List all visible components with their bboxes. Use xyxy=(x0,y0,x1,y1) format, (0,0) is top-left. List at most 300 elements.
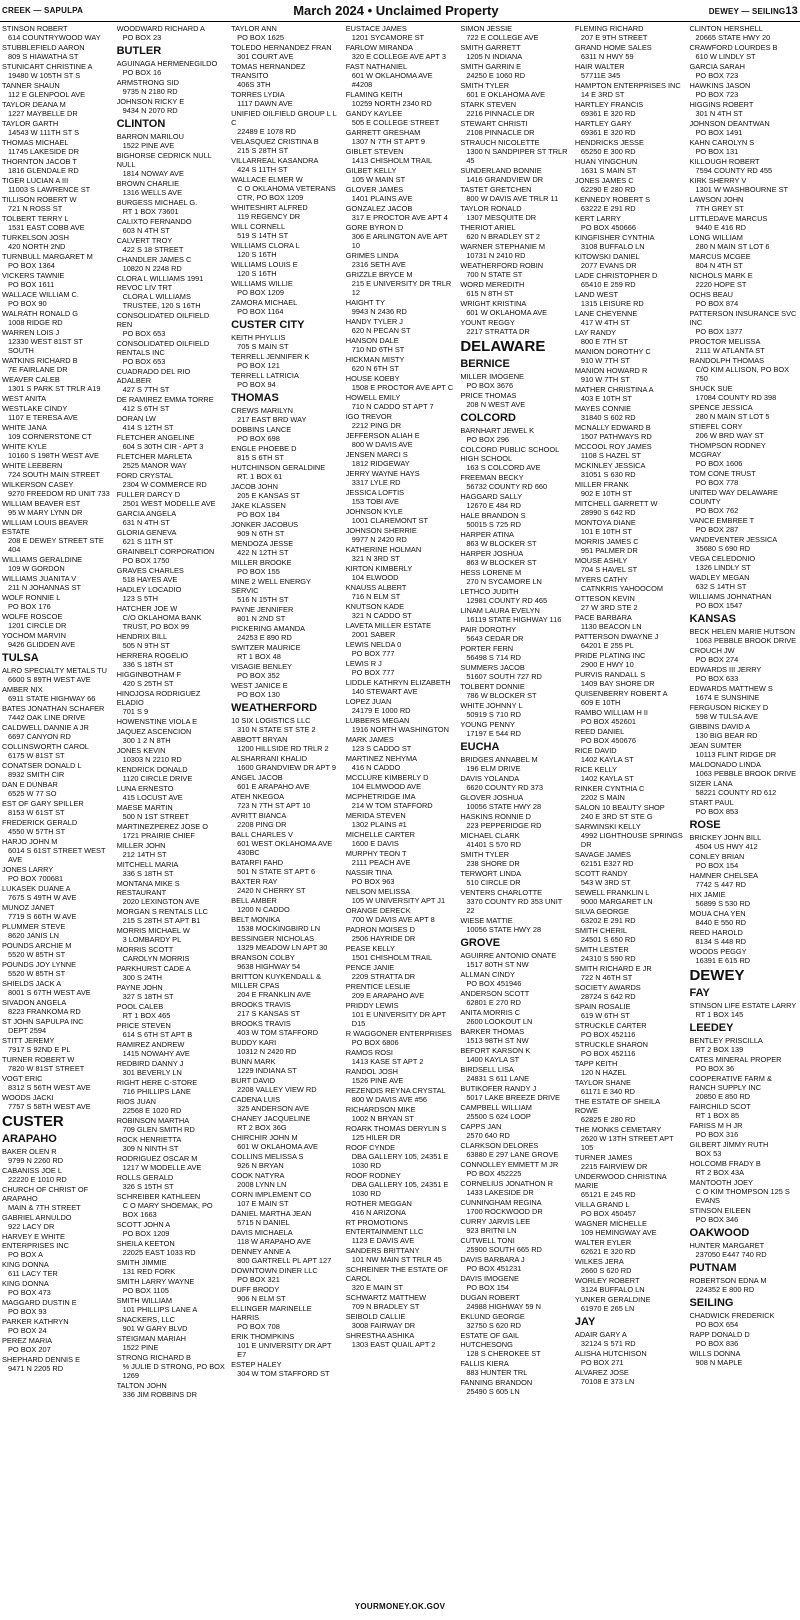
list-item xyxy=(2,252,111,270)
owner-address: 9799 N 2260 RD xyxy=(8,1156,64,1165)
owner-name: SHUCK SUE xyxy=(689,384,733,393)
owner-address: 5520 W 85TH ST xyxy=(8,969,66,978)
list-item xyxy=(575,176,684,194)
owner-name: CUADRADO DEL RIO ADALBER xyxy=(116,367,191,385)
owner-name: PRIDDY LEWIS xyxy=(345,1001,399,1010)
list-item xyxy=(346,583,455,601)
list-item xyxy=(346,1105,455,1123)
list-item xyxy=(117,151,226,178)
list-item xyxy=(117,1002,226,1020)
owner-address: 56732 COUNTY RD 660 xyxy=(466,482,548,491)
owner-name: MARTINEZ NEHYMA xyxy=(345,754,418,763)
list-item xyxy=(2,1147,111,1165)
owner-address: 22568 E 1020 RD xyxy=(122,1106,182,1115)
list-item xyxy=(231,1209,340,1227)
owner-name: KNAUSS ALBERT xyxy=(345,583,407,592)
owner-address: 1302 PLAINS #1 xyxy=(351,820,407,829)
owner-address: 62151 E327 RD xyxy=(580,859,634,868)
owner-name: GRAVES CHARLES xyxy=(116,566,184,575)
list-item xyxy=(231,501,340,519)
owner-name: RAPP DONALD D xyxy=(689,1330,750,1339)
owner-address: 883 HUNTER TRL xyxy=(466,1368,528,1377)
owner-name: THE MONKS CEMETARY xyxy=(574,1125,662,1134)
list-item xyxy=(460,1378,569,1396)
owner-address: 422 S 18 STREET xyxy=(122,245,184,254)
list-item xyxy=(346,251,455,269)
owner-name: ROCK HENRIETTA xyxy=(116,1135,182,1144)
owner-name: MORRIS SCOTT xyxy=(116,945,174,954)
owner-address: 505 N 9TH ST xyxy=(122,641,170,650)
owner-name: RIOS JUAN xyxy=(116,1097,156,1106)
owner-name: MONTOYA DIANE xyxy=(574,518,636,527)
owner-address: PO BOX 321 xyxy=(237,1275,280,1284)
owner-name: SCOTT RANDY xyxy=(574,869,628,878)
owner-name: PATTERSON DWAYNE J xyxy=(574,632,659,641)
owner-name: WOODWARD RICHARD A xyxy=(116,24,205,33)
list-item xyxy=(117,1277,226,1295)
owner-address: 416 N CADDO xyxy=(351,763,401,772)
owner-name: TOLBERT TERRY L xyxy=(2,214,69,223)
owner-name: SMITH CHERIL xyxy=(574,926,628,935)
list-item xyxy=(2,685,111,703)
owner-name: HARVEY E WHITE ENTERPRISES INC xyxy=(2,1232,69,1250)
list-item xyxy=(460,242,569,260)
owner-address: 19480 W 105TH ST S xyxy=(8,71,81,80)
owner-address: 601 WEST OKLAHOMA AVE 430BC xyxy=(237,839,333,857)
owner-address: 1522 PINE AVE xyxy=(122,141,175,150)
list-item xyxy=(460,299,569,317)
owner-address: 304 W TOM STAFFORD ST xyxy=(237,1369,330,1378)
owner-address: 28990 S 642 RD xyxy=(580,508,636,517)
list-item xyxy=(346,317,455,335)
list-item xyxy=(689,403,798,421)
list-item xyxy=(346,1029,455,1047)
owner-name: SCHREINER THE ESTATE OF CAROL xyxy=(345,1265,448,1283)
owner-name: HICKMAN MISTY xyxy=(345,355,405,364)
owner-address: 25900 SOUTH 665 RD xyxy=(466,1245,542,1254)
list-item xyxy=(2,1074,111,1092)
owner-name: PEREZ MARIA xyxy=(2,1336,53,1345)
list-item xyxy=(575,926,684,944)
list-item xyxy=(689,1276,798,1294)
owner-name: VOGT ERIC xyxy=(2,1074,43,1083)
list-item xyxy=(460,473,569,491)
list-item xyxy=(460,511,569,529)
owner-address: 1108 S HAZEL ST xyxy=(580,451,641,460)
owner-address: 125 HILER DR xyxy=(351,1133,401,1142)
owner-name: HIGGINBOTHAM F xyxy=(116,670,182,679)
list-item xyxy=(575,423,684,441)
owner-address: 1120 CIRCLE DRIVE xyxy=(122,774,193,783)
owner-address: 2600 LOOKOUT LN xyxy=(466,1017,533,1026)
owner-address: 321 N CADDO ST xyxy=(351,611,412,620)
list-item xyxy=(460,720,569,738)
owner-address: 1063 PEBBLE BROOK DRIVE xyxy=(695,636,797,645)
owner-name: CADENA LUIS xyxy=(231,1095,281,1104)
owner-name: LOPEZ JUAN xyxy=(345,697,392,706)
owner-name: BAKER OLEN R xyxy=(2,1147,57,1156)
owner-address: 417 W 4TH ST xyxy=(580,318,630,327)
owner-name: GRIMES LINDA xyxy=(345,251,399,260)
owner-name: MCCOOL ROY JAMES xyxy=(574,442,652,451)
owner-name: TAYLOR SHANE xyxy=(574,1078,631,1087)
owner-name: ORANGE DERECK xyxy=(345,906,411,915)
owner-address: 801 N 2ND ST xyxy=(237,614,286,623)
list-item xyxy=(346,906,455,924)
owner-address: PO BOX 346 xyxy=(695,1215,739,1224)
owner-address: 270 N SYCAMORE LN xyxy=(466,577,542,586)
owner-address: 327 S 18TH ST xyxy=(122,992,174,1001)
owner-name: VILLA GRAND L xyxy=(574,1200,630,1209)
owner-name: RINKER CYNTHIA C xyxy=(574,784,645,793)
owner-address: 112 E GLENPOOL AVE xyxy=(8,90,86,99)
list-item xyxy=(346,204,455,222)
owner-name: DAVIS MICHAELA xyxy=(231,1228,293,1237)
owner-address: 414 S 12TH ST xyxy=(122,423,174,432)
list-item xyxy=(460,1179,569,1197)
owner-name: SMITH TYLER xyxy=(460,850,510,859)
list-item xyxy=(2,176,111,194)
list-item xyxy=(346,1048,455,1066)
list-item xyxy=(346,24,455,42)
owner-address: 101 NW MAIN ST TRLR 45 xyxy=(351,1255,442,1264)
owner-address: 10303 N 2210 RD xyxy=(122,755,182,764)
owner-name: CHURCH OF CHRIST OF ARAPAHO xyxy=(2,1185,89,1203)
owner-name: JOHNSON DEANTWAN xyxy=(689,119,770,128)
list-item xyxy=(346,830,455,848)
listing-columns xyxy=(0,22,800,1592)
owner-name: BUTIKOFER RANDY J xyxy=(460,1084,537,1093)
owner-name: HATCHER JOE W xyxy=(116,604,178,613)
owner-name: BATES JONATHAN SCHAFER xyxy=(2,704,105,713)
owner-name: VANCE EMBREE T xyxy=(689,516,755,525)
list-item xyxy=(231,1360,340,1378)
owner-name: SMITH RICHARD E JR xyxy=(574,964,652,973)
owner-address: 336 S 18TH ST xyxy=(122,869,174,878)
list-item xyxy=(346,849,455,867)
listing-column xyxy=(2,24,111,1592)
owner-address: 336 JIM ROBBINS DR xyxy=(122,1390,197,1399)
list-item xyxy=(2,704,111,722)
owner-address: 403 W TOM STAFFORD xyxy=(237,1028,319,1037)
owner-address: 1217 W MODELLE AVE xyxy=(122,1163,202,1172)
list-item xyxy=(117,132,226,150)
list-item xyxy=(231,1114,340,1132)
owner-address: PO BOX 3676 xyxy=(466,381,514,390)
owner-address: PO BOX 36 xyxy=(695,1064,735,1073)
list-item xyxy=(117,1173,226,1191)
owner-name: TERWORT LINDA xyxy=(460,869,522,878)
city-heading: BERNICE xyxy=(460,358,510,370)
list-item xyxy=(231,858,340,876)
owner-address: 7757 S 58TH WEST AVE xyxy=(8,1102,91,1111)
list-item xyxy=(346,811,455,829)
header-county-range-left: CREEK — SAPULPA xyxy=(2,6,84,15)
owner-name: ST JOHN SAPULPA INC xyxy=(2,1017,84,1026)
owner-name: SMITH GARRETT xyxy=(460,43,521,52)
owner-name: BUNN MARK xyxy=(231,1057,276,1066)
list-item xyxy=(689,214,798,232)
owner-name: DAN E DUNBAR xyxy=(2,780,58,789)
owner-name: GRAND HOME SALES xyxy=(574,43,652,52)
owner-name: WILLIAMS GERALDINE xyxy=(2,555,83,564)
list-item xyxy=(231,1000,340,1018)
owner-address: RT 1 BOX 73601 xyxy=(122,207,179,216)
owner-name: JONES JAMES C xyxy=(574,176,634,185)
owner-name: SCOTT JOHN A xyxy=(116,1220,171,1229)
owner-name: GLOVER JOSHUA xyxy=(460,793,524,802)
list-item xyxy=(346,431,455,449)
owner-name: GIBBINS DAVID A xyxy=(689,722,751,731)
owner-name: HOUSE KOEBY xyxy=(345,374,400,383)
owner-address: PO BOX 452225 xyxy=(466,1169,522,1178)
owner-address: 2316 SETH AVE xyxy=(351,260,406,269)
owner-address: PO BOX 1491 xyxy=(695,128,743,137)
owner-name: COOK NATYRA xyxy=(231,1171,285,1180)
owner-address: 610 W LINDLY ST xyxy=(695,52,756,61)
owner-name: WORD MEREDITH xyxy=(460,280,525,289)
list-item xyxy=(2,1279,111,1297)
owner-address: PO BOX 708 xyxy=(237,1322,280,1331)
owner-address: 280 N MAIN ST LOT 5 xyxy=(695,412,770,421)
owner-name: CORN IMPLEMENT CO xyxy=(231,1190,312,1199)
list-item xyxy=(575,81,684,99)
owner-address: 406S 3TH xyxy=(237,80,271,89)
owner-address: 62621 E 320 RD xyxy=(580,1247,636,1256)
owner-name: TERRELL JENNIFER K xyxy=(231,352,310,361)
list-item xyxy=(117,97,226,115)
list-item xyxy=(117,803,226,821)
list-item xyxy=(117,926,226,944)
owner-address: 9440 E 416 RD xyxy=(695,223,747,232)
owner-address: 206 W BRD WAY ST xyxy=(695,431,764,440)
owner-name: UNDERWOOD CHRISTINA MARIE xyxy=(574,1172,667,1190)
owner-address: 22220 E 1010 RD xyxy=(8,1175,67,1184)
owner-name: EDWARDS III JERRY xyxy=(689,665,762,674)
owner-address: 809 S HIAWATHA ST xyxy=(8,52,79,61)
owner-name: STINSON ROBERT xyxy=(2,24,68,33)
owner-name: JONKER JACOBUS xyxy=(231,520,299,529)
owner-address: PO BOX 451946 xyxy=(466,979,522,988)
list-item xyxy=(575,214,684,232)
list-item xyxy=(460,625,569,643)
list-item xyxy=(460,663,569,681)
owner-name: SWITZER MAURICE xyxy=(231,643,301,652)
owner-address: 800 W DAVIS AVE TRLR 11 xyxy=(466,194,559,203)
owner-name: STIEFEL CORY xyxy=(689,422,743,431)
county-heading: DELAWARE xyxy=(460,338,546,355)
list-item xyxy=(231,716,340,734)
owner-address: 301 BEVERLY LN xyxy=(122,1068,182,1077)
owner-name: BAXTER RAY xyxy=(231,877,278,886)
list-item xyxy=(231,371,340,389)
owner-address: 815 S 6TH ST xyxy=(237,453,284,462)
owner-address: 10820 N 2248 RD xyxy=(122,264,182,273)
list-item xyxy=(117,727,226,745)
owner-name: VEGA CELEDONIO xyxy=(689,554,756,563)
owner-address: 3124 BUFFALO LN xyxy=(580,1285,645,1294)
list-item xyxy=(231,577,340,604)
owner-address: 105 W UNIVERSITY APT J1 xyxy=(351,896,446,905)
list-item xyxy=(460,223,569,241)
list-item xyxy=(460,391,569,409)
owner-name: WADLEY MEGAN xyxy=(689,573,750,582)
owner-name: TOMAS HERNANDEZ TRANSITO xyxy=(231,62,306,80)
owner-address: 12670 E 484 RD xyxy=(466,501,521,510)
owner-name: FORD CRYSTAL xyxy=(116,471,173,480)
owner-address: 211 N JOHANNAS ST xyxy=(8,583,81,592)
owner-address: 310 N STATE ST STE 2 xyxy=(237,725,316,734)
owner-name: AGUINAGA HERMENEGILDO xyxy=(116,59,218,68)
list-item xyxy=(689,119,798,137)
owner-address: 1531 EAST COBB AVE xyxy=(8,223,85,232)
owner-name: SANDERS BRITTANY xyxy=(345,1246,420,1255)
owner-address: 1316 WELLS AVE xyxy=(122,188,183,197)
owner-address: 27 W 3RD STE 2 xyxy=(580,603,638,612)
owner-address: 601 W OKLAHOMA AVE xyxy=(466,308,548,317)
owner-name: HARTLEY FRANCIS xyxy=(574,100,644,109)
list-item xyxy=(460,445,569,472)
owner-name: MATHER CHRISTINA A xyxy=(574,385,654,394)
owner-name: TAYLOR ANN xyxy=(231,24,277,33)
owner-address: 1409 BAY SHORE DR xyxy=(580,679,655,688)
list-item xyxy=(575,632,684,650)
owner-address: 41401 S 570 RD xyxy=(466,840,521,849)
list-item xyxy=(346,887,455,905)
owner-name: GARRETT GRESHAM xyxy=(345,128,421,137)
owner-address: 3 LOMBARDY PL xyxy=(122,935,182,944)
owner-name: SNACKERS, LLC xyxy=(116,1315,175,1324)
list-item xyxy=(575,100,684,118)
list-item xyxy=(2,903,111,921)
list-item xyxy=(689,271,798,289)
owner-name: ZAMORA MICHAEL xyxy=(231,298,298,307)
owner-address: 1329 MEADOW LN APT 30 xyxy=(237,943,328,952)
list-item xyxy=(575,442,684,460)
list-item xyxy=(575,1040,684,1058)
list-item xyxy=(460,24,569,42)
list-item xyxy=(689,233,798,251)
list-item xyxy=(117,452,226,470)
owner-address: 1002 N BRYAN ST xyxy=(351,1114,414,1123)
owner-address: 603 N 4TH ST xyxy=(122,226,170,235)
owner-name: GANDY KAYLEE xyxy=(345,109,403,118)
owner-name: RIGHT HERE C-STORE xyxy=(116,1078,198,1087)
county-heading: DEWEY xyxy=(689,967,745,984)
list-item xyxy=(231,1190,340,1208)
owner-address: 601 E OKLAHOMA AVE xyxy=(466,90,546,99)
owner-address: 10259 NORTH 2340 RD xyxy=(351,99,432,108)
list-item xyxy=(117,509,226,527)
list-item xyxy=(346,374,455,392)
owner-address: 10312 N 2420 RD xyxy=(237,1047,297,1056)
list-item xyxy=(346,754,455,772)
list-item xyxy=(689,62,798,80)
city-heading: SEILING xyxy=(689,1297,734,1309)
owner-name: STINSON EILEEN xyxy=(689,1206,751,1215)
list-item xyxy=(2,1260,111,1278)
owner-address: 120 S 16TH xyxy=(237,269,277,278)
owner-name: MITCHELL MARIA xyxy=(116,860,179,869)
list-item xyxy=(575,594,684,612)
owner-address: 65121 E 245 RD xyxy=(580,1190,636,1199)
owner-name: MONTANA MIKE S RESTAURANT xyxy=(116,879,180,897)
list-item xyxy=(2,81,111,99)
list-item xyxy=(460,1160,569,1178)
owner-name: COLCORD PUBLIC SCHOOL HIGH SCHOOL xyxy=(460,445,560,463)
list-item xyxy=(689,24,798,42)
owner-address: 926 N BRYAN xyxy=(237,1161,284,1170)
list-item xyxy=(231,558,340,576)
owner-address: 5017 LAKE BREEZE DRIVE xyxy=(466,1093,560,1102)
owner-address: PO BOX 777 xyxy=(351,668,395,677)
owner-name: EKLUND GEORGE xyxy=(460,1312,525,1321)
owner-address: 2620 W 13TH STREET APT 105 xyxy=(580,1134,674,1152)
list-item xyxy=(575,708,684,726)
list-item xyxy=(689,535,798,553)
owner-address: 631 N 4TH ST xyxy=(122,518,170,527)
list-item xyxy=(2,1213,111,1231)
list-item xyxy=(231,1057,340,1075)
owner-address: 923 BRITNI LN xyxy=(466,1226,517,1235)
list-item xyxy=(117,471,226,489)
owner-address: 505 E COLLEGE STREET xyxy=(351,118,440,127)
owner-name: MILLER JOHN xyxy=(116,841,166,850)
list-item xyxy=(346,1246,455,1264)
owner-name: WARREN LOIS J xyxy=(2,328,60,337)
list-item xyxy=(346,697,455,715)
owner-name: SAVAGE JAMES xyxy=(574,850,631,859)
owner-address: 2525 MANOR WAY xyxy=(122,461,187,470)
county-heading: CUSTER xyxy=(2,1113,64,1130)
owner-address: PO BOX 274 xyxy=(695,655,739,664)
list-item xyxy=(117,604,226,631)
owner-address: 922 LACY DR xyxy=(8,1222,55,1231)
owner-address: 8620 JANIS LN xyxy=(8,931,59,940)
owner-name: KINGFISHER CYNTHIA xyxy=(574,233,655,242)
owner-address: 1201 CIRCLE DR xyxy=(8,621,67,630)
owner-name: FLETCHER ANGELINE xyxy=(116,433,195,442)
list-item xyxy=(231,624,340,642)
list-item xyxy=(460,1027,569,1045)
owner-name: SIVADON ANGELA xyxy=(2,998,67,1007)
list-item xyxy=(460,1274,569,1292)
owner-address: 2209 STRATTA DR xyxy=(351,972,416,981)
owner-name: CONSOLIDATED OILFIELD REN xyxy=(116,311,210,329)
owner-address: PO BOX 352 xyxy=(237,671,280,680)
owner-address: PO BOX 450457 xyxy=(580,1209,636,1218)
list-item xyxy=(460,606,569,624)
list-item xyxy=(575,404,684,422)
owner-name: BENTLEY PRISCILLA xyxy=(689,1036,763,1045)
owner-name: ANDERSON SCOTT xyxy=(460,989,530,998)
owner-name: PADRON MOISES D xyxy=(345,925,415,934)
owner-address: 4992 LIGHTHOUSE SPRINGS DR xyxy=(580,831,683,849)
owner-name: HARJO JOHN M xyxy=(2,837,58,846)
owner-name: STRUCKLE CARTER xyxy=(574,1021,647,1030)
list-item xyxy=(575,43,684,61)
list-item xyxy=(689,195,798,213)
owner-name: LAND WEST xyxy=(574,290,619,299)
list-item xyxy=(575,271,684,289)
list-item xyxy=(231,1332,340,1359)
owner-address: 1631 S MAIN ST xyxy=(580,166,637,175)
list-item xyxy=(460,1103,569,1121)
list-item xyxy=(231,520,340,538)
list-item xyxy=(575,385,684,403)
owner-address: 24253 E 890 RD xyxy=(237,633,292,642)
owner-name: YOUNT REGGY xyxy=(460,318,515,327)
